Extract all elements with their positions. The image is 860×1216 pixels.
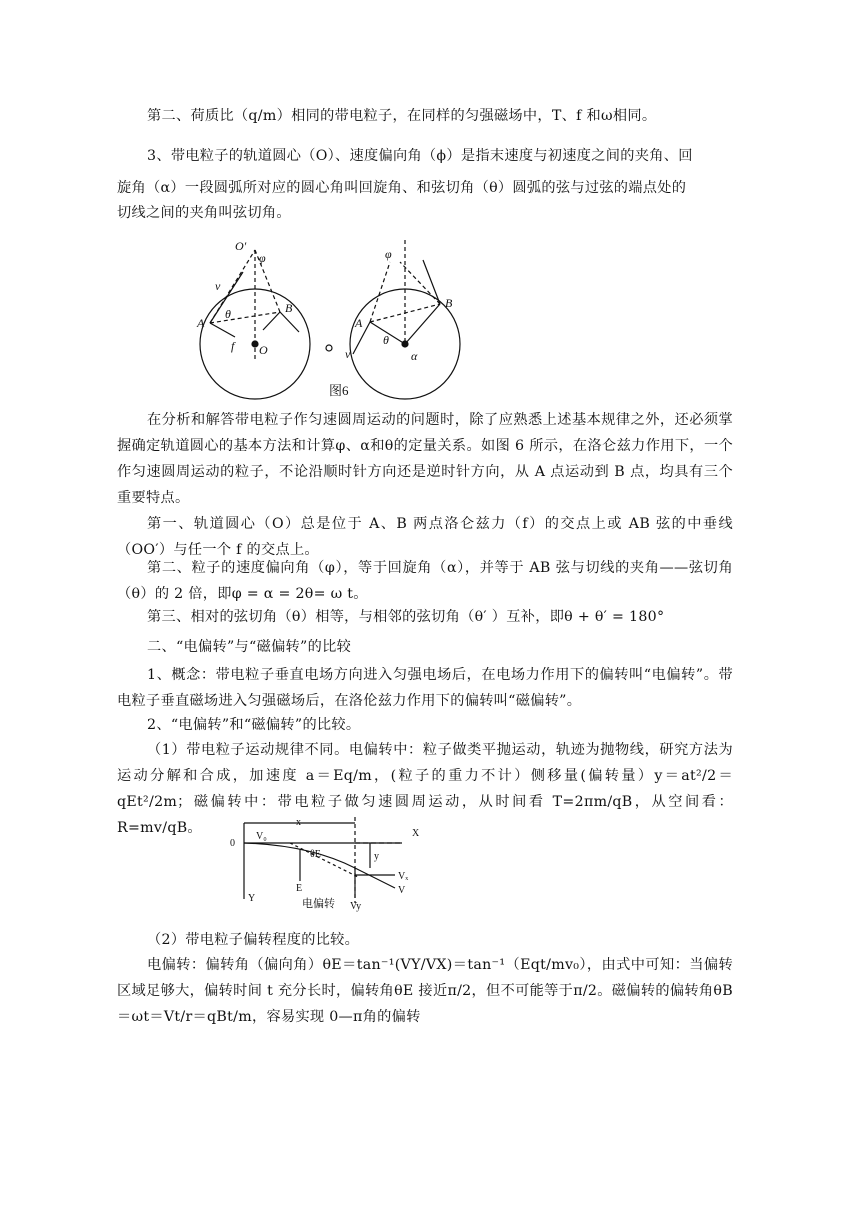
label-vx: Vₓ [398, 871, 409, 882]
label-v0: V₀ [256, 831, 267, 842]
paragraph-deflection-degree: （2）带电粒子偏转程度的比较。 [147, 932, 360, 948]
paragraph-concept: 1、概念：带电粒子垂直电场方向进入匀强电场后，在电场力作用下的偏转叫“电偏转”。带电粒子垂直磁场进入匀强磁场后，在洛伦兹力作用下的偏转叫“磁偏转”。 [117, 667, 733, 709]
paragraph-feature-two: 第二、粒子的速度偏向角（φ），等于回旋角（α），并等于 AB 弦与切线的夹角——弦切角（θ）的 2 倍，即φ = α = 2θ= ω t。 [117, 560, 733, 602]
paragraph-comparison-title: 2、“电偏转”和“磁偏转”的比较。 [147, 717, 361, 733]
electric-deflection-diagram [230, 813, 430, 913]
paragraph-orbit-center-line1: 3、带电粒子的轨道圆心（O）、速度偏向角（ϕ）是指末速度与初速度之间的夹角、回 [147, 148, 693, 164]
label-b-right: B [445, 296, 453, 310]
label-e-field: E [296, 883, 303, 894]
label-a-left: A [197, 316, 205, 330]
figure-6-diagram [195, 232, 477, 402]
label-origin: 0 [230, 838, 235, 849]
label-theta-left: θ [225, 307, 231, 321]
label-x-axis: X [412, 828, 420, 839]
figure-6-caption: 图6 [329, 383, 349, 398]
label-theta-e: θE [310, 849, 321, 860]
label-o-prime: O′ [235, 239, 247, 253]
label-o-left: O [259, 343, 268, 357]
label-y-offset: y [374, 851, 379, 862]
label-f-left: f [231, 339, 235, 353]
paragraph-motion-rules: （1）带电粒子运动规律不同。电偏转中：粒子做类平抛运动，轨迹为抛物线，研究方法为运动分解和合成，加速度 a＝Eq/m，(粒子的重力不计）侧移量(偏转量）y＝at²/2＝qEt²/2m；磁偏转中：带电粒子做匀速圆周运动，从时间看 T=2πm/qB，从空间看：R=mv/qB。 [117, 742, 733, 836]
label-v-result: V [398, 885, 406, 896]
paragraph-charge-mass-ratio: 第二、荷质比（q/m）相同的带电粒子，在同样的匀强磁场中，T、f 和ω相同。 [147, 108, 657, 124]
paragraph-feature-one: 第一、轨道圆心（O）总是位于 A、B 两点洛仑兹力（f）的交点上或 AB 弦的中垂线（OO′）与任一个 f 的交点上。 [117, 516, 733, 558]
label-theta-right: θ [383, 333, 389, 347]
label-v-left: v [215, 279, 221, 293]
label-alpha-right: α [411, 349, 418, 363]
label-x-length: x [296, 817, 301, 828]
label-y-axis: Y [248, 893, 256, 904]
paragraph-feature-three: 第三、相对的弦切角（θ）相等，与相邻的弦切角（θ′ ）互补，即θ + θ′ = 180° [147, 609, 665, 625]
label-phi-left: φ [259, 251, 266, 265]
label-v-right: v [345, 347, 351, 361]
section-heading-comparison: 二、“电偏转”与“磁偏转”的比较 [147, 639, 352, 655]
paragraph-analysis: 在分析和解答带电粒子作匀速圆周运动的问题时，除了应熟悉上述基本规律之外，还必须掌握确定轨道圆心的基本方法和计算φ、α和θ的定量关系。如图 6 所示，在洛仑兹力作用下，一个作匀速圆周运动的粒子，不论沿顺时针方向还是逆时针方向，从 A 点运动到 B 点，均具有三个重要特点。 [117, 412, 733, 506]
label-a-right: A [355, 316, 363, 330]
electric-deflection-caption: 电偏转 [302, 898, 335, 910]
paragraph-electric-deflection: 电偏转：偏转角（偏向角）θE＝tan⁻¹(VY/VX)＝tan⁻¹（Eqt/mv₀），由式中可知：当偏转区域足够大，偏转时间 t 充分长时，偏转角θE 接近π/2，但不可能等于π/2。磁偏转的偏转角θB＝ωt＝Vt/r＝qBt/m，容易实现 0—π角的偏转 [117, 957, 733, 1025]
paragraph-orbit-center-line3: 切线之间的夹角叫弦切角。 [117, 205, 291, 221]
label-vy: Vy [350, 901, 362, 912]
label-phi-right: φ [385, 247, 392, 261]
label-b-left: B [285, 301, 293, 315]
paragraph-orbit-center-line2: 旋角（α）一段圆弧所对应的圆心角叫回旋角、和弦切角（θ）圆弧的弦与过弦的端点处的 [117, 180, 687, 196]
